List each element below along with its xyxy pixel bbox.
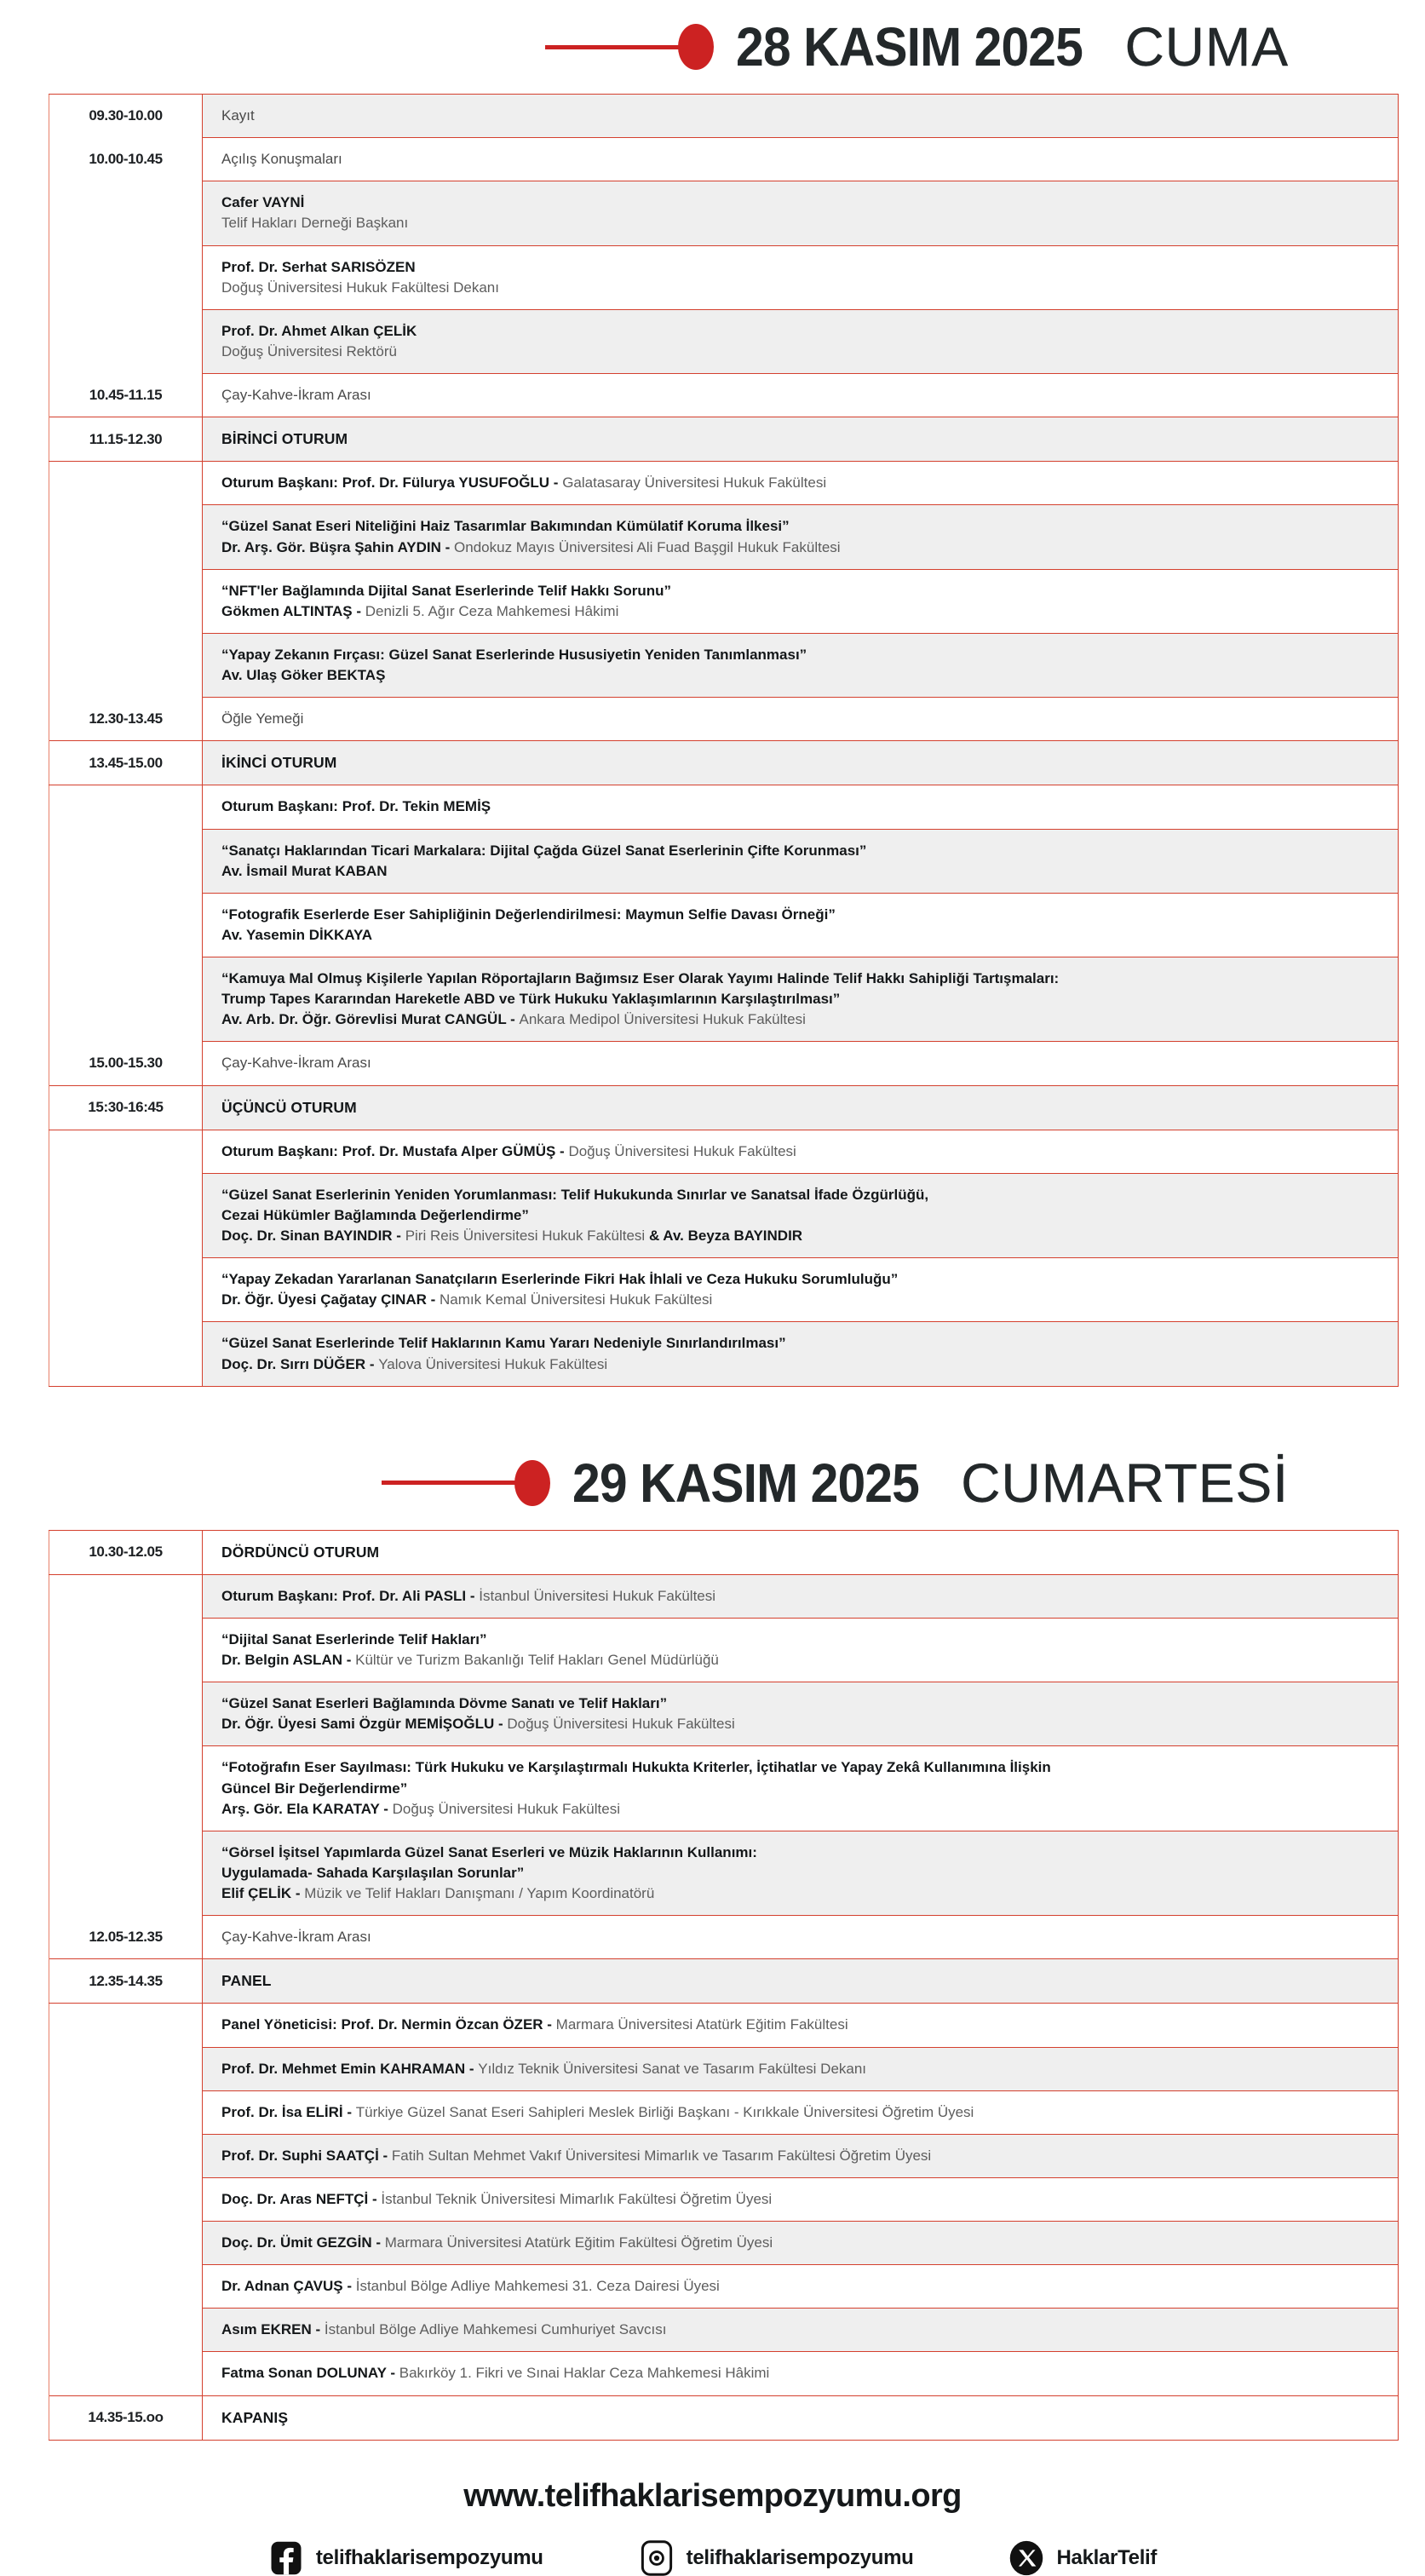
content-line — [221, 149, 1398, 170]
content-text: Gökmen ALTINTAŞ - — [221, 602, 365, 619]
row-time: 10.00-10.45 — [49, 138, 203, 181]
content-text: Ankara Medipol Üniversitesi Hukuk Fakültesi — [519, 1011, 806, 1028]
content-text: Yıldız Teknik Üniversitesi Sanat ve Tasarım Fakültesi Dekanı — [478, 2060, 867, 2077]
schedule-row — [49, 569, 1399, 633]
content-line — [221, 1650, 1398, 1670]
row-time — [49, 1258, 203, 1322]
content-text: Doç. Dr. Ümit GEZGİN - — [221, 2234, 385, 2251]
content-text: Denizli 5. Ağır Ceza Mahkemesi Hâkimi — [365, 602, 619, 619]
row-content — [203, 698, 1399, 741]
content-line — [221, 2059, 1398, 2079]
content-line — [221, 2146, 1398, 2166]
content-text: Güncel Bir Değerlendirme” — [221, 1780, 408, 1797]
content-text: Dr. Öğr. Üyesi Çağatay ÇINAR - — [221, 1291, 440, 1308]
row-content — [203, 462, 1399, 505]
row-time — [49, 309, 203, 373]
content-text: Av. İsmail Murat KABAN — [221, 862, 388, 879]
schedule-row — [49, 1258, 1399, 1322]
content-line — [221, 385, 1398, 405]
schedule-table-day-1 — [49, 94, 1399, 1387]
schedule-row — [49, 1173, 1399, 1257]
content-line — [221, 428, 1398, 450]
schedule-row — [49, 374, 1399, 417]
content-text: Dr. Arş. Gör. Büşra Şahin AYDIN - — [221, 538, 455, 555]
row-time — [49, 2090, 203, 2134]
row-content — [203, 2309, 1399, 2352]
row-content — [203, 95, 1399, 138]
content-line — [221, 1290, 1398, 1310]
content-text: “Sanatçı Haklarından Ticari Markalara: Dijital Çağda Güzel Sanat Eserlerinin Çifte Korunması” — [221, 842, 867, 859]
content-text: Piri Reis Üniversitesi Hukuk Fakültesi — [405, 1228, 649, 1244]
content-text: Prof. Dr. İsa ELİRİ - — [221, 2103, 356, 2120]
schedule-row — [49, 2352, 1399, 2395]
content-line — [221, 2102, 1398, 2123]
row-time — [49, 1322, 203, 1386]
content-text: “Dijital Sanat Eserlerinde Telif Hakları” — [221, 1630, 487, 1647]
content-line — [221, 665, 1398, 686]
content-text: İstanbul Teknik Üniversitesi Mimarlık Fakültesi Öğretim Üyesi — [381, 2190, 773, 2207]
row-time — [49, 245, 203, 309]
content-text: “Fotoğrafın Eser Sayılması: Türk Hukuku ve Karşılaştırmalı Hukukta Kriterler, İçtihatlar ve Yapay Zekâ Kullanımına İlişkin — [221, 1759, 1051, 1776]
content-text: “Yapay Zekanın Fırçası: Güzel Sanat Eserlerinde Hususiyetin Yeniden Tanımlanması” — [221, 646, 807, 663]
social-handle: HaklarTelif — [1056, 2545, 1158, 2569]
content-line — [221, 601, 1398, 622]
content-text: Müzik ve Telif Hakları Danışmanı / Yapım Koordinatörü — [304, 1885, 655, 1901]
content-line — [221, 213, 1398, 233]
x-twitter-icon — [1008, 2540, 1044, 2576]
row-time — [49, 181, 203, 245]
row-content — [203, 1682, 1399, 1746]
content-text: Doğuş Üniversitesi Hukuk Fakültesi — [392, 1800, 620, 1817]
content-text: Doğuş Üniversitesi Rektörü — [221, 342, 397, 359]
content-line — [221, 2276, 1398, 2297]
row-content — [203, 2352, 1399, 2395]
content-line — [221, 1883, 1398, 1904]
content-text: Uygulamada- Sahada Karşılaşılan Sorunlar” — [221, 1864, 525, 1881]
content-text: Av. Arb. Dr. Öğr. Görevlisi Murat CANGÜL - — [221, 1011, 520, 1028]
content-line — [221, 989, 1398, 1009]
content-text: Öğle Yemeği — [221, 710, 304, 727]
content-text: Açılış Konuşmaları — [221, 151, 342, 168]
content-text: “Kamuya Mal Olmuş Kişilerle Yapılan Röportajların Bağımsız Eser Olarak Yayımı Halinde Telif Hakkı Sahipliği Tartışmaları: — [221, 970, 1060, 986]
schedule-row — [49, 181, 1399, 245]
row-content — [203, 829, 1399, 893]
row-time: 10.30-12.05 — [49, 1530, 203, 1574]
schedule-row — [49, 2265, 1399, 2309]
content-line — [221, 1863, 1398, 1883]
content-text: Ondokuz Mayıs Üniversitesi Ali Fuad Başgil Hukuk Fakültesi — [454, 538, 841, 555]
schedule-row — [49, 957, 1399, 1042]
row-time: 15:30-16:45 — [49, 1085, 203, 1130]
content-text: Oturum Başkanı: Prof. Dr. Fülurya YUSUFOĞLU - — [221, 474, 563, 492]
content-text: İKİNCİ OTURUM — [221, 754, 337, 772]
content-line — [221, 2189, 1398, 2210]
row-content — [203, 741, 1399, 785]
content-line — [221, 645, 1398, 665]
row-time — [49, 893, 203, 957]
content-line — [221, 1843, 1398, 1863]
schedule-row — [49, 138, 1399, 181]
social-link[interactable] — [1008, 2540, 1157, 2576]
content-text: Av. Ulaş Göker BEKTAŞ — [221, 667, 386, 683]
content-text: Çay-Kahve-İkram Arası — [221, 1055, 371, 1072]
schedule-row — [49, 245, 1399, 309]
social-handle: telifhaklarisempozyumu — [315, 2545, 543, 2569]
content-text: Prof. Dr. Suphi SAATÇİ - — [221, 2147, 392, 2164]
row-content — [203, 1746, 1399, 1831]
header-dot — [678, 24, 714, 70]
row-content — [203, 1530, 1399, 1574]
content-text: PANEL — [221, 1972, 272, 1990]
row-time: 12.30-13.45 — [49, 698, 203, 741]
content-text: Galatasaray Üniversitesi Hukuk Fakültesi — [562, 474, 827, 492]
row-content — [203, 181, 1399, 245]
row-time: 11.15-12.30 — [49, 417, 203, 462]
schedule-row — [49, 2004, 1399, 2047]
content-line — [221, 1542, 1398, 1563]
schedule-row — [49, 2090, 1399, 2134]
social-link[interactable] — [639, 2540, 914, 2576]
content-text: Dr. Adnan ÇAVUŞ - — [221, 2278, 356, 2295]
content-line — [221, 1226, 1398, 1246]
schedule-row — [49, 633, 1399, 697]
content-line — [221, 516, 1398, 537]
row-content — [203, 1258, 1399, 1322]
content-text: “Güzel Sanat Eserlerinde Telif Haklarının Kamu Yararı Nedeniyle Sınırlandırılması” — [221, 1335, 786, 1352]
content-text: Kayıt — [221, 107, 255, 124]
header-rule — [382, 1481, 518, 1485]
row-content — [203, 1959, 1399, 2004]
content-line — [221, 106, 1398, 126]
row-content — [203, 2177, 1399, 2221]
content-text: İstanbul Bölge Adliye Mahkemesi Cumhuriyet Savcısı — [324, 2321, 667, 2338]
content-text: DÖRDÜNCÜ OTURUM — [221, 1543, 380, 1561]
schedule-row — [49, 1916, 1399, 1959]
content-line — [221, 1205, 1398, 1226]
content-text: Marmara Üniversitesi Atatürk Eğitim Fakültesi — [555, 2016, 848, 2033]
row-content — [203, 1173, 1399, 1257]
schedule-row — [49, 505, 1399, 569]
content-text: Oturum Başkanı: Prof. Dr. Ali PASLI - — [221, 1587, 480, 1604]
row-time — [49, 1574, 203, 1618]
content-text: & Av. Beyza BAYINDIR — [648, 1228, 803, 1244]
header-dot — [514, 1460, 550, 1506]
content-line — [221, 1779, 1398, 1799]
social-link[interactable] — [268, 2540, 543, 2576]
row-content — [203, 138, 1399, 181]
content-line — [221, 709, 1398, 729]
schedule-row — [49, 1574, 1399, 1618]
content-text: “Görsel İşitsel Yapımlarda Güzel Sanat Eserleri ve Müzik Haklarının Kullanımı: — [221, 1843, 757, 1860]
row-time — [49, 1618, 203, 1682]
content-line — [221, 1693, 1398, 1714]
content-line — [221, 321, 1398, 342]
content-line — [221, 2407, 1398, 2429]
content-line — [221, 1009, 1398, 1030]
content-text: Elif ÇELİK - — [221, 1885, 305, 1901]
content-line — [221, 861, 1398, 882]
content-text: “Güzel Sanat Eserleri Bağlamında Dövme Sanatı ve Telif Hakları” — [221, 1695, 668, 1712]
content-line — [221, 752, 1398, 773]
content-line — [221, 969, 1398, 989]
content-line — [221, 1799, 1398, 1820]
row-time — [49, 1173, 203, 1257]
schedule-row — [49, 1746, 1399, 1831]
row-content — [203, 374, 1399, 417]
row-content — [203, 1130, 1399, 1173]
row-time: 12.35-14.35 — [49, 1959, 203, 2004]
content-text: Fatih Sultan Mehmet Vakıf Üniversitesi Mimarlık ve Tasarım Fakültesi Öğretim Üyesi — [391, 2147, 932, 2164]
content-text: “Yapay Zekadan Yararlanan Sanatçıların Eserlerinde Fikri Hak İhlali ve Ceza Hukuku Sorumluluğu” — [221, 1271, 899, 1288]
content-text: Prof. Dr. Serhat SARISÖZEN — [221, 258, 416, 275]
row-time — [49, 1130, 203, 1173]
content-line — [221, 581, 1398, 601]
content-text: ÜÇÜNCÜ OTURUM — [221, 1098, 357, 1116]
content-text: “Güzel Sanat Eserlerinin Yeniden Yorumlanması: Telif Hukukunda Sınırlar ve Sanatsal İfade Özgürlüğü, — [221, 1186, 929, 1203]
content-line — [221, 1269, 1398, 1290]
content-text: Yalova Üniversitesi Hukuk Fakültesi — [378, 1355, 608, 1372]
content-text: Doğuş Üniversitesi Hukuk Fakültesi Dekanı — [221, 279, 499, 296]
schedule-row — [49, 741, 1399, 785]
content-line — [221, 1714, 1398, 1734]
row-content — [203, 245, 1399, 309]
day-date: 29 KASIM 2025 — [572, 1452, 919, 1514]
content-text: “NFT'ler Bağlamında Dijital Sanat Eserlerinde Telif Hakkı Sorunu” — [221, 582, 672, 599]
content-text: Türkiye Güzel Sanat Eseri Sahipleri Meslek Birliği Başkanı - Kırıkkale Üniversitesi Öğretim Üyesi — [355, 2103, 974, 2120]
row-content — [203, 2090, 1399, 2134]
content-text: Bakırköy 1. Fikri ve Sınai Haklar Ceza Mahkemesi Hâkimi — [399, 2365, 770, 2382]
row-time — [49, 2222, 203, 2265]
content-line — [221, 2015, 1398, 2035]
schedule-row — [49, 2222, 1399, 2265]
content-text: Çay-Kahve-İkram Arası — [221, 1929, 371, 1946]
content-line — [221, 925, 1398, 946]
content-line — [221, 278, 1398, 298]
row-content — [203, 417, 1399, 462]
content-text: Kültür ve Turizm Bakanlığı Telif Hakları Genel Müdürlüğü — [355, 1652, 719, 1668]
schedule-row — [49, 2047, 1399, 2090]
row-time — [49, 1831, 203, 1915]
content-line — [221, 2320, 1398, 2340]
content-text: Prof. Dr. Mehmet Emin KAHRAMAN - — [221, 2060, 479, 2077]
content-text: Oturum Başkanı: Prof. Dr. Tekin MEMİŞ — [221, 798, 491, 815]
content-line — [221, 2363, 1398, 2383]
row-time — [49, 1746, 203, 1831]
schedule-row — [49, 309, 1399, 373]
row-content — [203, 633, 1399, 697]
row-content — [203, 2265, 1399, 2309]
content-text: Marmara Üniversitesi Atatürk Eğitim Fakültesi Öğretim Üyesi — [384, 2234, 773, 2251]
row-time: 09.30-10.00 — [49, 95, 203, 138]
row-content — [203, 1831, 1399, 1915]
row-time: 15.00-15.30 — [49, 1042, 203, 1085]
social-links — [0, 2540, 1425, 2576]
row-time — [49, 2177, 203, 2221]
day-weekday: CUMA — [1124, 16, 1289, 78]
day-date: 28 KASIM 2025 — [736, 16, 1083, 78]
row-content — [203, 2222, 1399, 2265]
row-time — [49, 2265, 203, 2309]
row-content — [203, 785, 1399, 829]
content-line — [221, 1141, 1398, 1162]
content-text: Oturum Başkanı: Prof. Dr. Mustafa Alper GÜMÜŞ - — [221, 1142, 569, 1159]
content-line — [221, 1757, 1398, 1778]
content-line — [221, 1970, 1398, 1992]
schedule-row — [49, 462, 1399, 505]
schedule-row — [49, 1682, 1399, 1746]
row-content — [203, 893, 1399, 957]
facebook-icon — [268, 2540, 304, 2576]
content-line — [221, 796, 1398, 817]
content-line — [221, 2233, 1398, 2253]
row-content — [203, 1916, 1399, 1959]
row-time — [49, 505, 203, 569]
content-line — [221, 473, 1398, 493]
schedule-row — [49, 1618, 1399, 1682]
day-weekday: CUMARTESİ — [961, 1452, 1289, 1514]
schedule-row — [49, 1831, 1399, 1915]
row-time — [49, 2134, 203, 2177]
row-time — [49, 2309, 203, 2352]
day-header-1 — [0, 0, 1425, 94]
content-line — [221, 193, 1398, 213]
content-text: Namık Kemal Üniversitesi Hukuk Fakültesi — [440, 1291, 713, 1308]
day-header-2 — [0, 1436, 1425, 1530]
content-text: İstanbul Bölge Adliye Mahkemesi 31. Ceza Dairesi Üyesi — [355, 2278, 720, 2295]
row-content — [203, 2047, 1399, 2090]
schedule-row — [49, 2177, 1399, 2221]
row-time — [49, 462, 203, 505]
content-text: KAPANIŞ — [221, 2408, 289, 2426]
content-text: “Güzel Sanat Eseri Niteliğini Haiz Tasarımlar Bakımından Kümülatif Koruma İlkesi” — [221, 518, 790, 535]
content-text: Prof. Dr. Ahmet Alkan ÇELİK — [221, 322, 417, 339]
content-text: Dr. Belgin ASLAN - — [221, 1652, 356, 1668]
content-text: Doç. Dr. Aras NEFTÇİ - — [221, 2190, 382, 2207]
content-text: Panel Yöneticisi: Prof. Dr. Nermin Özcan ÖZER - — [221, 2016, 556, 2033]
content-line — [221, 905, 1398, 925]
content-text: “Fotografik Eserlerde Eser Sahipliğinin Değerlendirilmesi: Maymun Selfie Davası Örneği” — [221, 906, 836, 923]
row-content — [203, 2004, 1399, 2047]
content-text: Trump Tapes Kararından Hareketle ABD ve Türk Hukuku Yaklaşımlarının Karşılaştırılması” — [221, 991, 841, 1008]
row-content — [203, 569, 1399, 633]
row-content — [203, 1042, 1399, 1085]
row-time — [49, 633, 203, 697]
schedule-row — [49, 1085, 1399, 1130]
row-time — [49, 2047, 203, 2090]
row-time — [49, 569, 203, 633]
row-time — [49, 829, 203, 893]
schedule-row — [49, 417, 1399, 462]
schedule-row — [49, 1042, 1399, 1085]
content-text: Dr. Öğr. Üyesi Sami Özgür MEMİŞOĞLU - — [221, 1716, 508, 1733]
content-text: Fatma Sonan DOLUNAY - — [221, 2365, 399, 2382]
schedule-row — [49, 2134, 1399, 2177]
schedule-row — [49, 893, 1399, 957]
content-line — [221, 1097, 1398, 1118]
schedule-row — [49, 2395, 1399, 2440]
row-time — [49, 785, 203, 829]
row-time — [49, 2004, 203, 2047]
row-content — [203, 1618, 1399, 1682]
row-content — [203, 2134, 1399, 2177]
content-line — [221, 1185, 1398, 1205]
content-text: Doç. Dr. Sırrı DÜĞER - — [221, 1355, 379, 1372]
schedule-row — [49, 1959, 1399, 2004]
row-content — [203, 1574, 1399, 1618]
row-content — [203, 957, 1399, 1042]
schedule-row — [49, 1130, 1399, 1173]
instagram-icon — [639, 2540, 675, 2576]
content-text: BİRİNCİ OTURUM — [221, 430, 348, 448]
row-content — [203, 2395, 1399, 2440]
row-time — [49, 1682, 203, 1746]
content-text: Telif Hakları Derneği Başkanı — [221, 215, 409, 232]
content-line — [221, 1333, 1398, 1354]
content-text: Arş. Gör. Ela KARATAY - — [221, 1800, 393, 1817]
content-line — [221, 257, 1398, 278]
website-url[interactable]: www.telifhaklarisempozyumu.org — [463, 2477, 962, 2514]
row-content — [203, 1085, 1399, 1130]
footer — [0, 2478, 1425, 2576]
header-rule — [545, 45, 681, 49]
schedule-row — [49, 2309, 1399, 2352]
content-text: İstanbul Üniversitesi Hukuk Fakültesi — [479, 1587, 716, 1604]
content-line — [221, 1630, 1398, 1650]
row-content — [203, 505, 1399, 569]
content-text: Av. Yasemin DİKKAYA — [221, 926, 373, 943]
content-text: Cafer VAYNİ — [221, 194, 305, 211]
content-line — [221, 1354, 1398, 1375]
schedule-row — [49, 95, 1399, 138]
content-line — [221, 841, 1398, 861]
schedule-row — [49, 785, 1399, 829]
row-time: 13.45-15.00 — [49, 741, 203, 785]
row-time — [49, 957, 203, 1042]
social-handle: telifhaklarisempozyumu — [686, 2545, 914, 2569]
schedule-table-day-2 — [49, 1530, 1399, 2441]
content-text: Çay-Kahve-İkram Arası — [221, 387, 371, 403]
schedule-row — [49, 1322, 1399, 1386]
schedule-row — [49, 1530, 1399, 1574]
content-text: Doğuş Üniversitesi Hukuk Fakültesi — [568, 1142, 796, 1159]
content-line — [221, 1053, 1398, 1073]
content-line — [221, 538, 1398, 558]
content-line — [221, 1927, 1398, 1947]
row-time — [49, 2352, 203, 2395]
row-time: 14.35-15.oo — [49, 2395, 203, 2440]
row-content — [203, 309, 1399, 373]
content-text: Doğuş Üniversitesi Hukuk Fakültesi — [507, 1716, 735, 1733]
content-line — [221, 1586, 1398, 1607]
row-time: 12.05-12.35 — [49, 1916, 203, 1959]
schedule-row — [49, 698, 1399, 741]
schedule-row — [49, 829, 1399, 893]
content-line — [221, 342, 1398, 362]
content-text: Doç. Dr. Sinan BAYINDIR - — [221, 1228, 405, 1244]
row-time: 10.45-11.15 — [49, 374, 203, 417]
content-text: Cezai Hükümler Bağlamında Değerlendirme” — [221, 1206, 529, 1223]
content-text: Asım EKREN - — [221, 2321, 325, 2338]
row-content — [203, 1322, 1399, 1386]
